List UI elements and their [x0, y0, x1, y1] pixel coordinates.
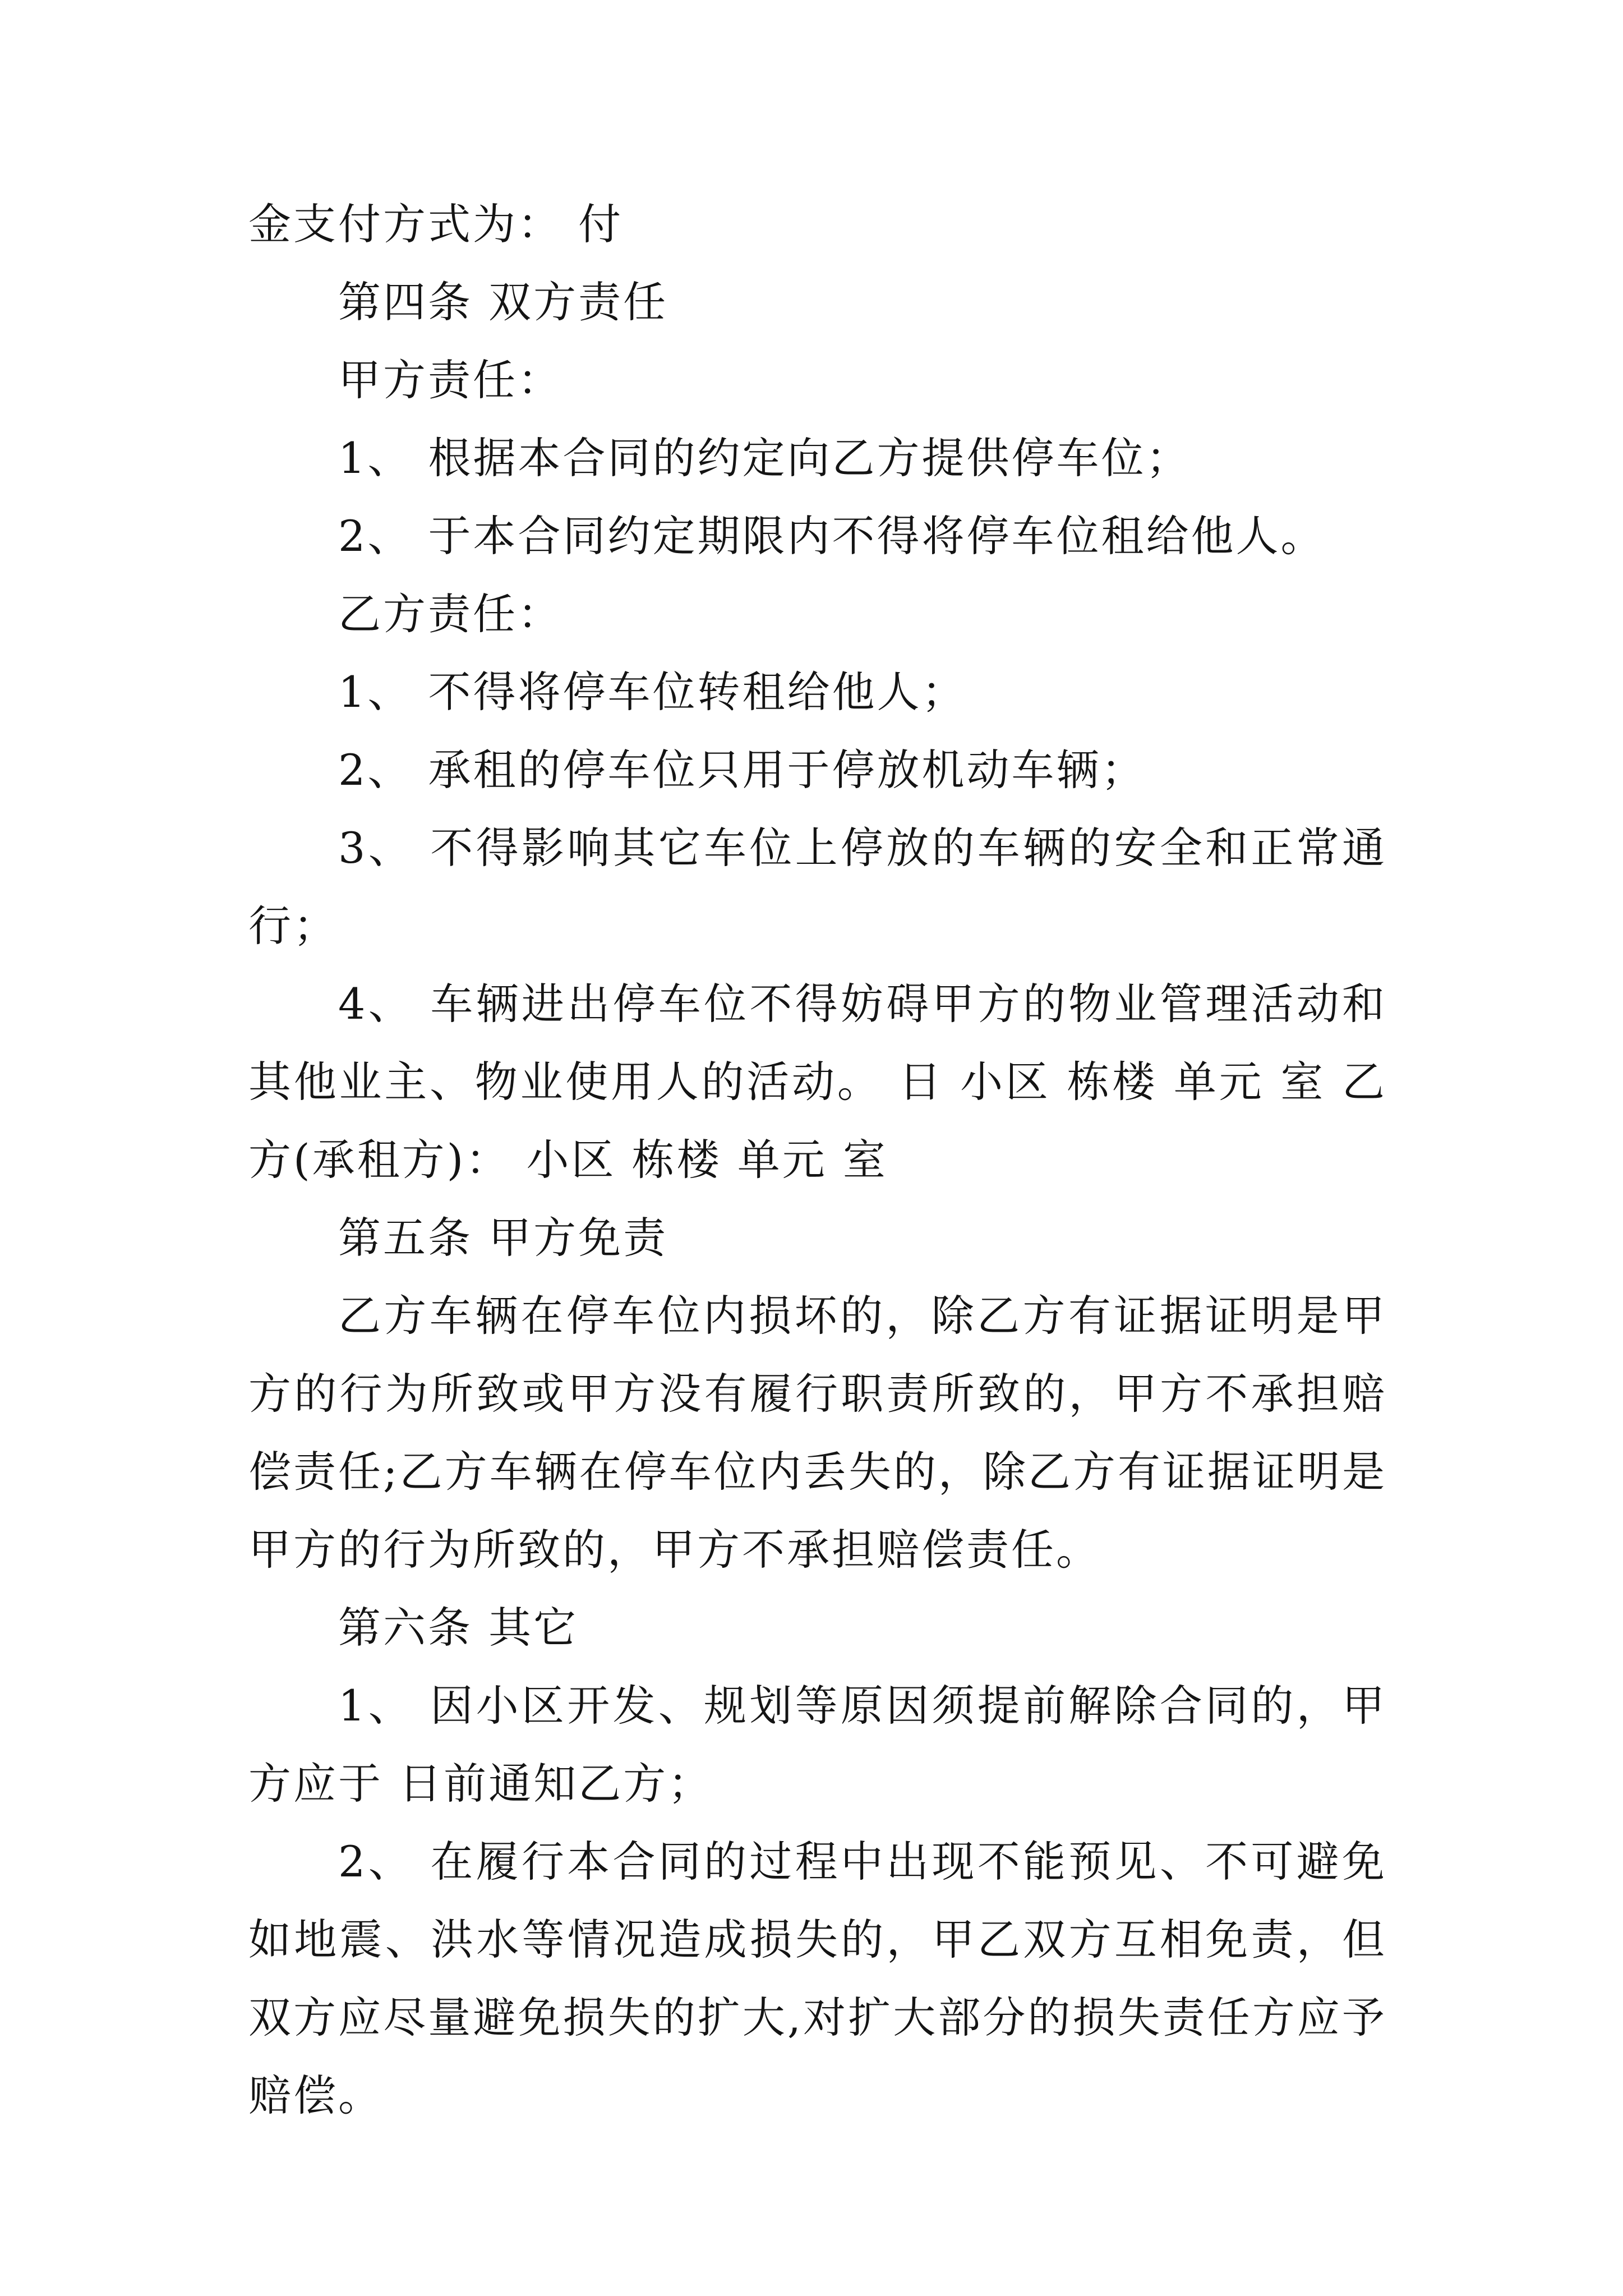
- heading-article-6: 第六条 其它: [338, 1603, 579, 1653]
- party-a-duty-2: 2、 于本合同约定期限内不得将停车位租给他人。: [338, 511, 1326, 561]
- heading-article-5: 第五条 甲方免责: [338, 1213, 668, 1263]
- paragraph-exemption: 乙方车辆在停车位内损坏的，除乙方有证据证明是甲方的行为所致或甲方没有履行职责所致的，甲方不承担赔偿责任;乙方车辆在停车位内丢失的，除乙方有证据证明是甲方的行为所致的，甲方不承担赔偿责任。: [248, 1291, 1387, 1575]
- party-b-duty-4: 4、 车辆进出停车位不得妨碍甲方的物业管理活动和其他业主、物业使用人的活动。 日 小区 栋楼 单元 室 乙方(承租方)： 小区 栋楼 单元 室: [248, 979, 1387, 1185]
- party-b-duty-2: 2、 承租的停车位只用于停放机动车辆；: [338, 745, 1146, 795]
- heading-article-4: 第四条 双方责任: [338, 277, 668, 327]
- document-body: [248, 185, 1387, 2134]
- paragraph-payment-method: 金支付方式为： 付: [248, 199, 624, 249]
- other-clause-1: 1、 因小区开发、规划等原因须提前解除合同的，甲方应于 日前通知乙方；: [248, 1681, 1387, 1809]
- other-clause-2: 2、 在履行本合同的过程中出现不能预见、不可避免如地震、洪水等情况造成损失的，甲乙双方互相免责，但双方应尽量避免损失的扩大,对扩大部分的损失责任方应予赔偿。: [248, 1837, 1387, 2120]
- subheading-party-a-duties: 甲方责任：: [338, 355, 562, 405]
- party-b-duty-1: 1、 不得将停车位转租给他人；: [338, 667, 967, 717]
- party-b-duty-3: 3、 不得影响其它车位上停放的车辆的安全和正常通行；: [248, 823, 1387, 951]
- subheading-party-b-duties: 乙方责任：: [338, 589, 562, 639]
- party-a-duty-1: 1、 根据本合同的约定向乙方提供停车位；: [338, 433, 1191, 483]
